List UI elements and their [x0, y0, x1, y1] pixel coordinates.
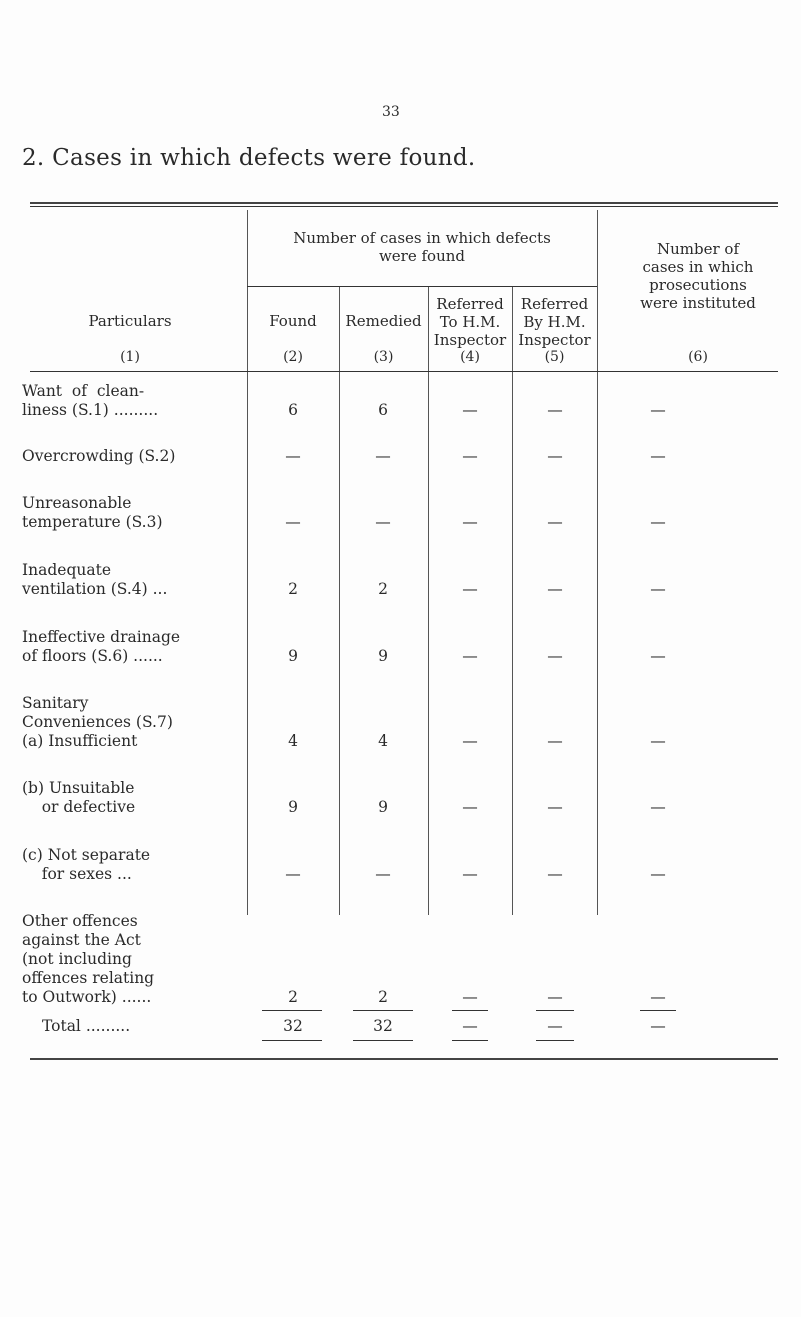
cell-referred-by: —	[547, 401, 563, 419]
particulars-col-num: (1)	[120, 349, 140, 365]
referred-to-line-3: Inspector	[433, 331, 507, 349]
cell-prosecutions: —	[650, 798, 666, 816]
cell-found: 9	[288, 798, 298, 816]
cell-prosecutions: —	[650, 988, 666, 1006]
cell-found: 4	[288, 732, 298, 750]
col-divider-2	[339, 287, 340, 915]
cell-referred-to: —	[462, 732, 478, 750]
group-header-rule	[247, 286, 597, 287]
remedied-col-num: (3)	[373, 349, 394, 365]
cell-referred-to: —	[462, 401, 478, 419]
cell-referred-to: —	[462, 798, 478, 816]
group-header-line-2: were found	[378, 247, 466, 265]
prosecutions-header-line-1: Number of	[656, 240, 739, 258]
col-divider-3	[428, 287, 429, 915]
cell-prosecutions: —	[650, 865, 666, 883]
group-header	[247, 229, 597, 265]
total-remedied: 32	[373, 1017, 393, 1035]
prosecutions-header	[598, 240, 798, 312]
referred-by-header	[512, 295, 597, 349]
cell-referred-by: —	[547, 732, 563, 750]
cell-remedied: —	[375, 865, 391, 883]
cell-referred-by: —	[547, 865, 563, 883]
cell-referred-by: —	[547, 513, 563, 531]
total-rule-prosecutions	[640, 1010, 676, 1011]
particulars-header: Particulars	[88, 312, 172, 330]
cell-prosecutions: —	[650, 580, 666, 598]
cell-found: 2	[288, 988, 298, 1006]
prosecutions-col-num: (6)	[688, 349, 708, 365]
row-particulars: Other offences against the Act (not including offences relating to Outwork) ......	[22, 912, 155, 1006]
referred-by-line-3: Inspector	[518, 331, 591, 349]
cell-referred-to: —	[462, 580, 478, 598]
cell-referred-by: —	[547, 580, 563, 598]
row-particulars: (b) Unsuitable or defective	[22, 779, 136, 816]
total-underline-referred-by	[536, 1040, 574, 1041]
total-rule-found	[262, 1010, 322, 1011]
found-header: Found	[269, 312, 317, 330]
total-rule-referred-to	[452, 1010, 488, 1011]
table-top-rule-inner	[30, 206, 778, 207]
cell-remedied: 2	[378, 988, 388, 1006]
total-referred-to: —	[462, 1017, 478, 1035]
cell-remedied: 2	[378, 580, 388, 598]
total-referred-by: —	[547, 1017, 563, 1035]
cell-prosecutions: —	[650, 401, 666, 419]
total-rule-referred-by	[536, 1010, 574, 1011]
cell-prosecutions: —	[650, 447, 666, 465]
cell-found: —	[285, 513, 301, 531]
total-prosecutions: —	[650, 1017, 666, 1035]
cell-remedied: 9	[378, 798, 388, 816]
cell-remedied: —	[375, 447, 391, 465]
prosecutions-header-line-3: prosecutions	[649, 276, 747, 294]
total-rule-remedied	[353, 1010, 413, 1011]
row-particulars: Sanitary Conveniences (S.7) (a) Insufficient	[22, 694, 173, 750]
referred-by-line-1: Referred	[520, 295, 589, 313]
col-divider-5	[597, 210, 598, 915]
cell-prosecutions: —	[650, 732, 666, 750]
cell-referred-by: —	[547, 447, 563, 465]
cell-referred-to: —	[462, 647, 478, 665]
cell-referred-to: —	[462, 865, 478, 883]
cell-remedied: 4	[378, 732, 388, 750]
cell-found: 6	[288, 401, 298, 419]
referred-to-col-num: (4)	[460, 349, 480, 365]
row-particulars: (c) Not separate for sexes ...	[22, 846, 151, 883]
header-bottom-rule	[30, 371, 778, 372]
cell-referred-to: —	[462, 447, 478, 465]
cell-referred-to: —	[462, 988, 478, 1006]
cell-referred-to: —	[462, 513, 478, 531]
table-bottom-rule	[30, 1058, 778, 1060]
cell-referred-by: —	[547, 988, 563, 1006]
cell-remedied: 6	[378, 401, 388, 419]
cell-remedied: 9	[378, 647, 388, 665]
group-header-line-1: Number of cases in which defects	[293, 229, 551, 247]
row-particulars: Want of clean- liness (S.1) .........	[22, 382, 159, 419]
referred-to-line-2: To H.M.	[439, 313, 501, 331]
table-top-rule	[30, 202, 778, 204]
row-particulars: Ineffective drainage of floors (S.6) ......	[22, 628, 181, 665]
total-underline-remedied	[353, 1040, 413, 1041]
page-number: 33	[382, 104, 400, 120]
row-particulars: Overcrowding (S.2)	[22, 447, 176, 465]
cell-remedied: —	[375, 513, 391, 531]
referred-to-header	[428, 295, 512, 349]
cell-referred-by: —	[547, 647, 563, 665]
cell-referred-by: —	[547, 798, 563, 816]
col-divider-4	[512, 287, 513, 915]
row-particulars: Unreasonable temperature (S.3)	[22, 494, 163, 531]
row-particulars: Inadequate ventilation (S.4) ...	[22, 561, 168, 598]
referred-to-line-1: Referred	[436, 295, 504, 313]
cell-found: 9	[288, 647, 298, 665]
referred-by-col-num: (5)	[544, 349, 565, 365]
page-title: 2. Cases in which defects were found.	[22, 145, 476, 171]
total-underline-referred-to	[452, 1040, 488, 1041]
remedied-header: Remedied	[345, 312, 422, 330]
cell-prosecutions: —	[650, 513, 666, 531]
cell-found: —	[285, 865, 301, 883]
prosecutions-header-line-2: cases in which	[642, 258, 754, 276]
total-underline-found	[262, 1040, 322, 1041]
cell-prosecutions: —	[650, 647, 666, 665]
prosecutions-header-line-4: were instituted	[640, 294, 756, 312]
total-found: 32	[283, 1017, 303, 1035]
cell-found: —	[285, 447, 301, 465]
found-col-num: (2)	[283, 349, 303, 365]
referred-by-line-2: By H.M.	[523, 313, 586, 331]
cell-found: 2	[288, 580, 298, 598]
total-label: Total .........	[42, 1017, 131, 1035]
